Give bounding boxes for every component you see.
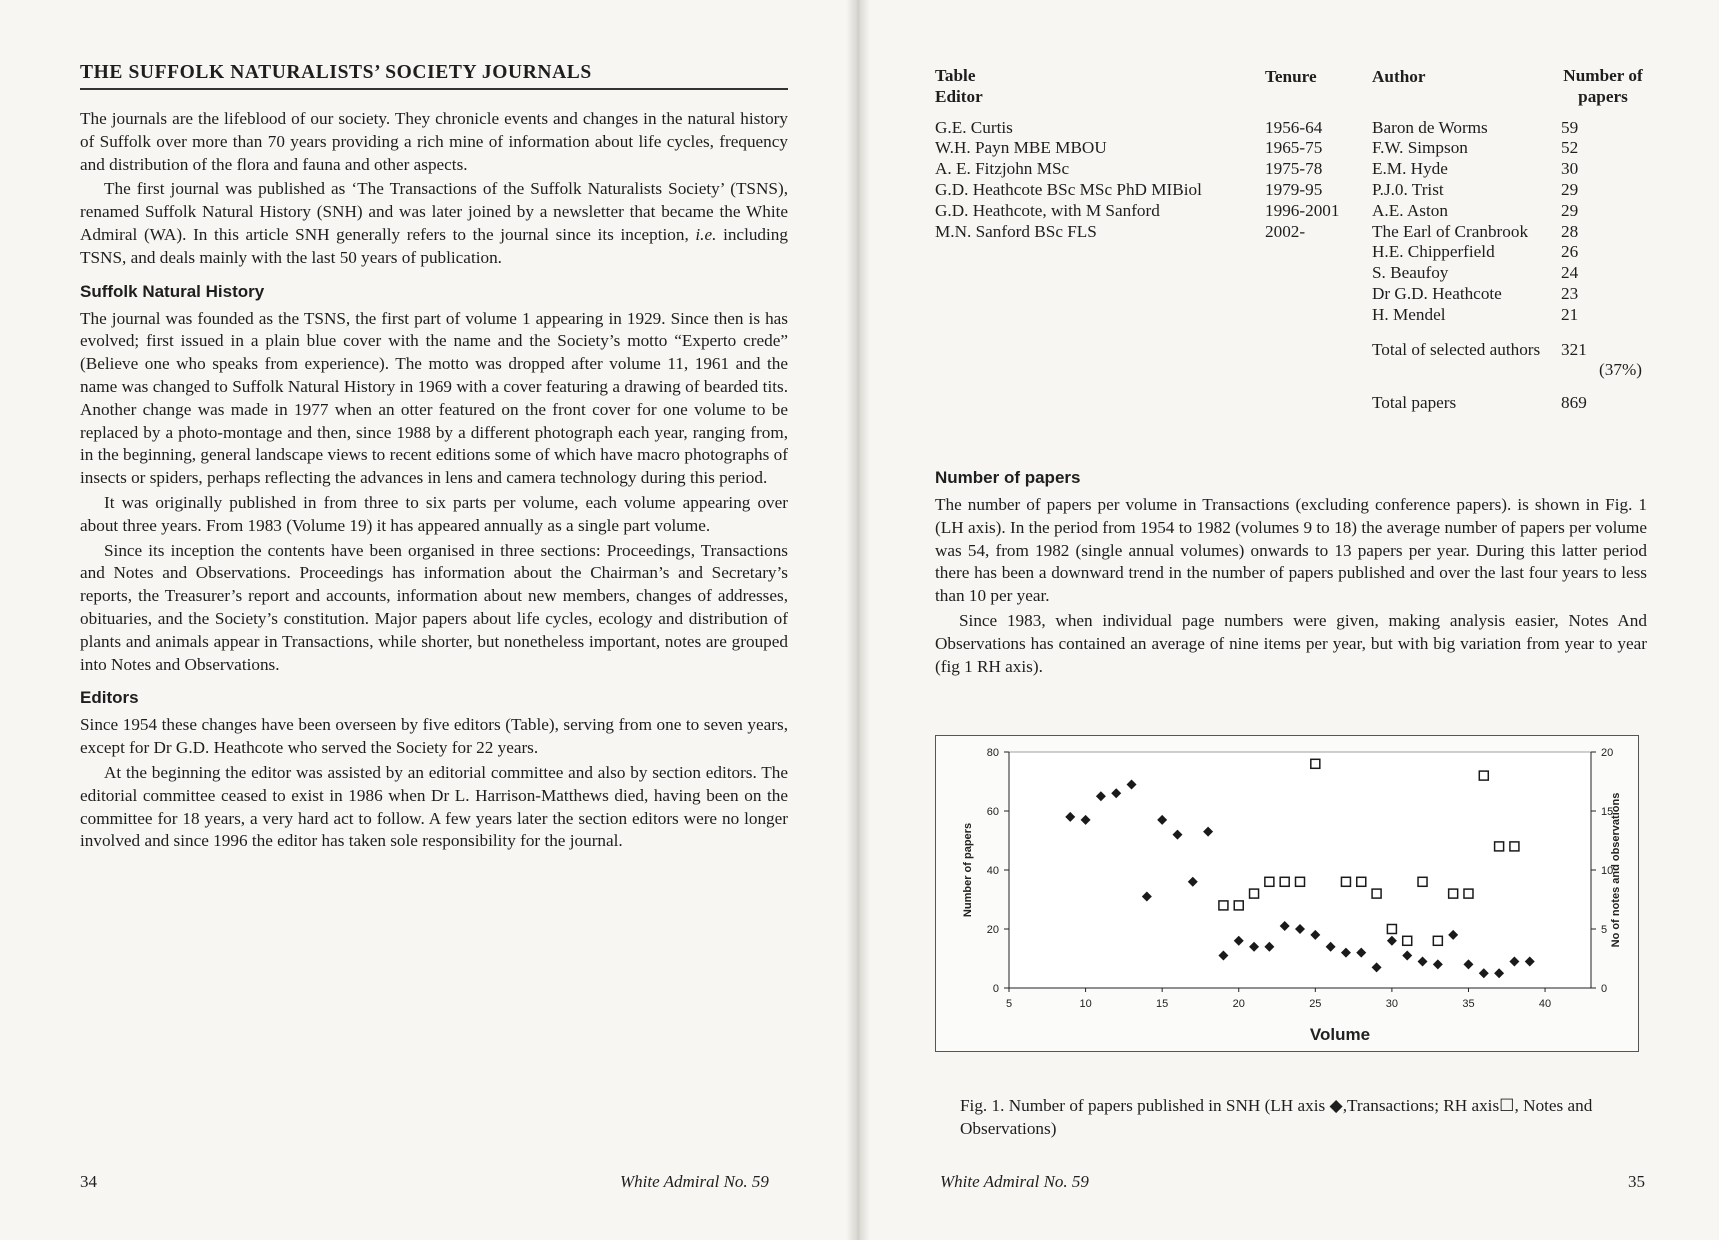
article-title: THE SUFFOLK NATURALISTS’ SOCIETY JOURNALS (80, 62, 788, 90)
table-cell-tenure (1265, 284, 1372, 305)
editors-paragraph: Since 1954 these changes have been overseen by five editors (Table), serving from one to seven years, except for Dr G.D. Heathcote who served the Society for 22 years. (80, 715, 788, 758)
chart-svg (936, 736, 1638, 1051)
y-tick-label: 40 (986, 865, 999, 877)
number-paragraph: The number of papers per volume in Transactions (excluding conference papers). is shown in Fig. 1 (LH axis). In the period from 1954 to 1982 (volumes 9 to 18) the average number of papers per volume was 54, from 1982 (single annual volumes) onwards to 13 papers per year. During this latter period there has been a downward trend in the number of papers published and over the last four years to less than 10 per year. (935, 495, 1647, 606)
notes-point (1372, 889, 1381, 898)
table-row (935, 242, 1650, 263)
x-tick-label: 35 (1462, 998, 1475, 1010)
table-cell-editor (935, 263, 1265, 284)
left-footer: White Admiral No. 59 (620, 1172, 769, 1191)
total-papers-value: 869 (1561, 393, 1587, 413)
table-cell-papers: 59 (1561, 117, 1579, 137)
notes-point (1311, 759, 1320, 768)
table-cell-papers: 52 (1561, 138, 1579, 158)
table-cell-author: S. Beaufoy (1372, 263, 1449, 283)
table-cell-tenure: 1956-64 (1265, 117, 1323, 137)
y2-tick-label: 0 (1601, 983, 1608, 995)
x-tick-label: 20 (1232, 998, 1245, 1010)
table-cell-tenure (1265, 263, 1372, 284)
table-cell-papers: 21 (1561, 304, 1579, 324)
table-header-papers: Number of papers (1563, 66, 1643, 106)
total-selected-percent: (37%) (1599, 360, 1642, 380)
notes-point (1265, 877, 1274, 886)
table-row (935, 138, 1650, 159)
total-selected-value: 321 (1561, 339, 1587, 359)
table-cell-editor: M.N. Sanford BSc FLS (935, 221, 1097, 241)
y-axis-label: Number of papers (962, 822, 974, 918)
x-tick-label: 5 (1005, 998, 1013, 1010)
y-tick-label: 60 (986, 806, 999, 818)
table-cell-author: The Earl of Cranbrook (1372, 221, 1529, 241)
committee-paragraph: At the beginning the editor was assisted by an editorial committee and also by section editors. The editorial committee ceased to exist in 1986 when Dr L. Harrison-Matthews died, having been on the committee for 18 years, a very hard act to follow. A few years later the section editors were no longer involved and since 1996 the editor has taken sole responsibility for the journal. (80, 762, 788, 851)
x-tick-label: 10 (1079, 998, 1092, 1010)
table-row (935, 159, 1650, 180)
right-column (935, 468, 1647, 678)
editor-header: Editor (935, 86, 983, 106)
table-cell-author: P.J.0. Trist (1372, 179, 1444, 199)
notes-point (1296, 877, 1305, 886)
y2-tick-label: 5 (1601, 924, 1608, 936)
table-cell-papers: 30 (1561, 159, 1579, 179)
notes-point (1418, 877, 1427, 886)
notes-point (1510, 842, 1519, 851)
notes-point (1479, 771, 1488, 780)
table-cell-tenure (1265, 242, 1372, 263)
table-cell-tenure (1265, 305, 1372, 326)
table-row (935, 222, 1650, 243)
y-tick-label: 0 (992, 983, 999, 995)
table-cell-editor: W.H. Payn MBE MBOU (935, 138, 1107, 158)
first-journal-paragraph (80, 178, 788, 269)
history-paragraph: The journal was founded as the TSNS, the first part of volume 1 appearing in 1929. Since then is has evolved; first issued in a plain blue cover with the name and the Society’s motto “Experto crede” (Believe one who speaks from experience). The motto was dropped after volume 11, 1961 and the name was changed to Suffolk Natural History in 1969 with a cover featuring a drawing of bearded tits. Another change was made in 1977 when an otter featured on the front cover for one volume to be replaced by a photo-montage and then, since 1988 by a different photograph each year, ranging from, in the beginning, general landscape views to recent editions some of which have macro photographs of insects or spiders, perhaps reflecting the advances in lens and camera technology during this period. (80, 308, 788, 488)
table-cell-author: F.W. Simpson (1372, 138, 1468, 158)
table-row (935, 108, 1650, 139)
plot-area (1009, 752, 1591, 988)
table-cell-papers: 23 (1561, 283, 1579, 303)
publication-paragraph: It was originally published in from three to six parts per volume, each volume appearing over about three years. From 1983 (Volume 19) it has appeared annually as a single part volume. (80, 492, 788, 535)
table-cell-author: Dr G.D. Heathcote (1372, 283, 1502, 303)
table-row (935, 180, 1650, 201)
figure-1-chart (935, 735, 1639, 1052)
heading-number-of-papers: Number of papers (935, 468, 1081, 487)
table-cell-author: H. Mendel (1372, 304, 1446, 324)
table-cell-papers: 24 (1561, 263, 1579, 283)
table-cell-author: A.E. Aston (1372, 200, 1448, 220)
table-header-author: Author (1372, 66, 1426, 86)
table-cell-editor: A. E. Fitzjohn MSc (935, 159, 1070, 179)
x-tick-label: 30 (1385, 998, 1399, 1010)
table-header-tenure: Tenure (1265, 66, 1317, 86)
notes-point (1250, 889, 1259, 898)
book-gutter (846, 0, 870, 1240)
table-cell-author: H.E. Chipperfield (1372, 242, 1495, 262)
right-page-number: 35 (1628, 1172, 1645, 1191)
notes-point (1495, 842, 1504, 851)
notes-point (1357, 877, 1366, 886)
left-column (80, 108, 788, 853)
table-label: Table (935, 66, 976, 85)
table-header-editor (935, 66, 1265, 108)
y-tick-label: 20 (986, 924, 999, 936)
table-cell-papers: 26 (1561, 242, 1579, 262)
notes-point (1387, 925, 1396, 934)
x-tick-label: 25 (1309, 998, 1322, 1010)
table-cell-editor (935, 305, 1265, 326)
x-tick-label: 15 (1156, 998, 1169, 1010)
table-cell-tenure: 2002- (1265, 221, 1306, 241)
y2-axis-label: No of notes and observations (1610, 792, 1622, 948)
x-axis-label: Volume (1309, 1025, 1371, 1044)
table-row (935, 284, 1650, 305)
heading-editors: Editors (80, 688, 139, 708)
text-run: The first journal was published as ‘The Transactions of the Suffolk Naturalists Society’ (TSNS), renamed Suffolk Natural History (SNH) and was later joined by a newsletter that became the White Admiral (WA). In this article SNH generally refers to the journal since its inception, (80, 179, 788, 244)
y-tick-label: 80 (986, 747, 999, 759)
notes-point (1464, 889, 1473, 898)
table-row (935, 201, 1650, 222)
table-cell-papers: 29 (1561, 179, 1579, 199)
left-page-number: 34 (80, 1172, 97, 1191)
intro-paragraph: The journals are the lifeblood of our society. They chronicle events and changes in the natural history of Suffolk over more than 70 years providing a rich mine of information about life cycles, frequency and distribution of the flora and fauna and other aspects. (80, 109, 788, 174)
x-tick-label: 40 (1538, 998, 1552, 1010)
figure-caption: Fig. 1. Number of papers published in SNH (LH axis ◆,Transactions; RH axis☐, Notes and Observations) (960, 1096, 1593, 1138)
table-cell-author: Baron de Worms (1372, 117, 1488, 137)
table-cell-editor: G.D. Heathcote, with M Sanford (935, 200, 1160, 220)
table-cell-papers: 28 (1561, 221, 1579, 241)
notes-point (1433, 936, 1442, 945)
total-papers-row (935, 393, 1650, 414)
heading-suffolk-natural-history: Suffolk Natural History (80, 281, 265, 301)
y2-tick-label: 15 (1601, 806, 1614, 818)
notes-point (1403, 936, 1412, 945)
table-row (935, 263, 1650, 284)
notes-paragraph: Since 1983, when individual page numbers were given, making analysis easier, Notes And Observations has contained an average of nine items per year, but with big variation from year to year (fig 1 RH axis). (935, 610, 1647, 676)
table-cell-editor (935, 242, 1265, 263)
table-cell-tenure: 1975-78 (1265, 159, 1323, 179)
table-cell-editor: G.E. Curtis (935, 117, 1013, 137)
ie-italic: i.e. (695, 224, 717, 244)
table-cell-editor: G.D. Heathcote BSc MSc PhD MIBiol (935, 179, 1202, 199)
right-footer: White Admiral No. 59 (940, 1172, 1089, 1191)
y2-tick-label: 20 (1601, 747, 1614, 759)
notes-point (1234, 901, 1243, 910)
table-cell-papers: 29 (1561, 200, 1579, 220)
notes-point (1341, 877, 1350, 886)
notes-point (1280, 877, 1289, 886)
table-row (935, 305, 1650, 326)
table-cell-tenure: 1965-75 (1265, 138, 1323, 158)
y2-tick-label: 10 (1601, 865, 1614, 877)
table-cell-editor (935, 284, 1265, 305)
table-cell-tenure: 1979-95 (1265, 179, 1323, 199)
notes-point (1219, 901, 1228, 910)
contents-paragraph: Since its inception the contents have been organised in three sections: Proceedings, Transactions and Notes and Observations. Proceedings has information about the Chairman’s and Secretary’s reports, the Treasurer’s report and accounts, information about new members, changes of addresses, obituaries, and the Society’s constitution. Major papers about life cycles, ecology and distribution of plants and animals appear in Transactions, while shorter, but nonetheless important, notes are grouped into Notes and Observations. (80, 540, 788, 674)
notes-point (1449, 889, 1458, 898)
table-cell-tenure: 1996-2001 (1265, 200, 1340, 220)
text-run: including TSNS, and deals mainly with the last 50 years of publication. (80, 224, 788, 267)
total-selected-row (935, 340, 1650, 361)
total-selected-label: Total of selected authors (1372, 339, 1541, 359)
editors-authors-table (935, 66, 1650, 414)
total-papers-label: Total papers (1372, 393, 1457, 413)
table-cell-author: E.M. Hyde (1372, 159, 1448, 179)
